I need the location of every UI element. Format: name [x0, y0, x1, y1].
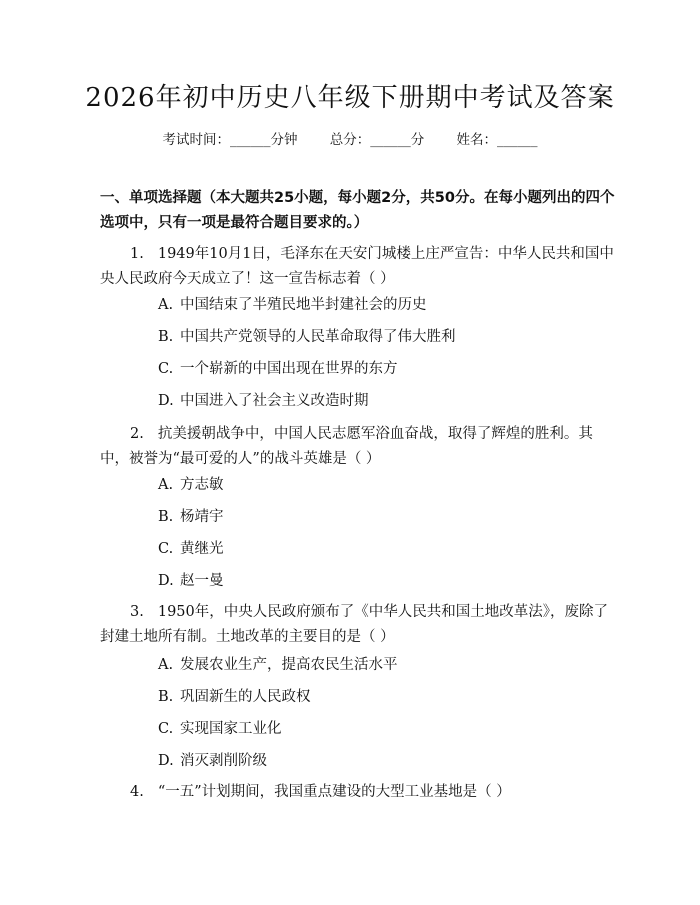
question-1-option-a — [158, 294, 618, 316]
question-number: 4. — [130, 784, 144, 800]
option-text: 中国共产党领导的人民革命取得了伟大胜利 — [180, 329, 456, 345]
question-2 — [100, 422, 620, 472]
question-2-option-d — [158, 570, 618, 592]
option-text: 中国进入了社会主义改造时期 — [180, 393, 369, 409]
question-3 — [100, 600, 620, 650]
option-letter: B. — [158, 509, 174, 525]
question-1-option-b — [158, 326, 618, 348]
question-number: 1. — [130, 246, 144, 262]
exam-name: 姓名：______ — [456, 132, 538, 148]
option-text: 黄继光 — [180, 541, 224, 557]
question-stem: 1950年，中央人民政府颁布了《中华人民共和国土地改革法》，废除了封建土地所有制。土地改革的主要目的是（ ） — [100, 604, 608, 645]
option-letter: B. — [158, 329, 174, 345]
option-text: 消灭剥削阶级 — [180, 753, 267, 769]
question-1 — [100, 242, 620, 292]
question-2-option-c — [158, 538, 618, 560]
exam-score: 总分：______分 — [329, 132, 425, 148]
question-3-option-b — [158, 686, 618, 708]
question-stem: “一五”计划期间，我国重点建设的大型工业基地是（ ） — [157, 784, 511, 800]
question-4 — [100, 780, 620, 805]
option-letter: D. — [158, 753, 174, 769]
question-3-option-d — [158, 750, 618, 772]
option-letter: C. — [158, 541, 174, 557]
option-letter: A. — [158, 657, 174, 673]
question-3-option-c — [158, 718, 618, 740]
option-text: 赵一曼 — [180, 573, 224, 589]
question-stem: 1949年10月1日，毛泽东在天安门城楼上庄严宣告：中华人民共和国中央人民政府今天成立了！这一宣告标志着（ ） — [100, 246, 614, 287]
question-1-option-c — [158, 358, 618, 380]
option-text: 发展农业生产，提高农民生活水平 — [180, 657, 398, 673]
exam-time: 考试时间：______分钟 — [162, 132, 298, 148]
question-2-option-b — [158, 506, 618, 528]
option-letter: A. — [158, 477, 174, 493]
question-number: 2. — [130, 426, 144, 442]
option-text: 方志敏 — [180, 477, 224, 493]
question-3-option-a — [158, 654, 618, 676]
option-letter: A. — [158, 297, 174, 313]
question-1-option-d — [158, 390, 618, 412]
option-letter: C. — [158, 721, 174, 737]
option-text: 实现国家工业化 — [180, 721, 282, 737]
question-2-option-a — [158, 474, 618, 496]
option-letter: B. — [158, 689, 174, 705]
question-stem: 抗美援朝战争中，中国人民志愿军浴血奋战，取得了辉煌的胜利。其中，被誉为“最可爱的人”的战斗英雄是（ ） — [100, 426, 593, 467]
section-heading: 一、单项选择题（本大题共25小题，每小题2分，共50分。在每小题列出的四个选项中，只有一项是最符合题目要求的。） — [100, 190, 615, 231]
exam-meta — [0, 129, 700, 151]
option-text: 一个崭新的中国出现在世界的东方 — [180, 361, 398, 377]
option-letter: D. — [158, 393, 174, 409]
option-text: 中国结束了半殖民地半封建社会的历史 — [180, 297, 427, 313]
option-text: 杨靖宇 — [180, 509, 224, 525]
question-number: 3. — [130, 604, 144, 620]
page-title: 2026年初中历史八年级下册期中考试及答案 — [85, 83, 615, 113]
option-text: 巩固新生的人民政权 — [180, 689, 311, 705]
option-letter: D. — [158, 573, 174, 589]
option-letter: C. — [158, 361, 174, 377]
